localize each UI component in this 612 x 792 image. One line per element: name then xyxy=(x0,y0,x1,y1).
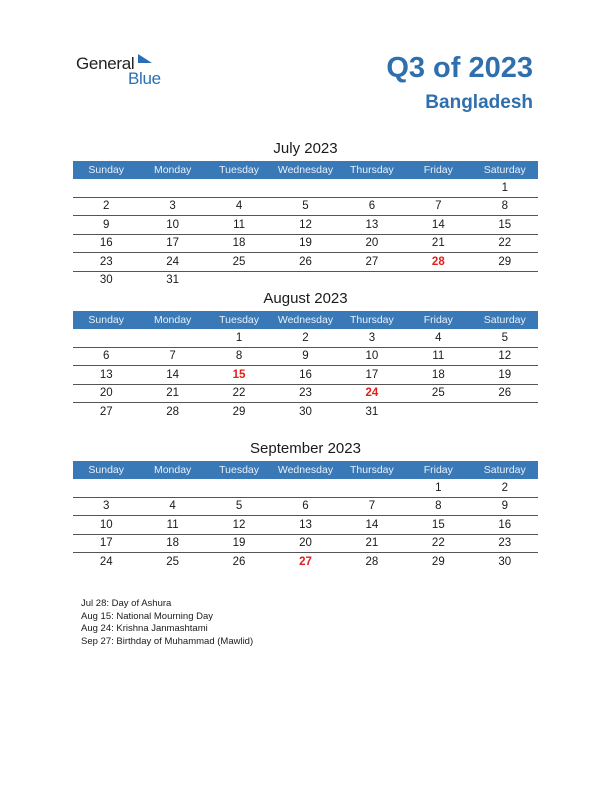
day-cell: 6 xyxy=(73,347,139,366)
week-row xyxy=(73,553,538,571)
day-cell: 29 xyxy=(232,405,246,418)
week-row xyxy=(73,179,538,197)
day-cell: 10 xyxy=(139,216,205,235)
holiday-note: Sep 27: Birthday of Muhammad (Mawlid) xyxy=(81,635,254,647)
day-cell: 22 xyxy=(206,384,272,403)
day-cell: 14 xyxy=(405,216,471,235)
day-cell: 23 xyxy=(73,253,139,272)
day-cell: 13 xyxy=(272,516,338,535)
day-cell xyxy=(206,479,272,497)
day-cell: 29 xyxy=(472,253,538,272)
day-cell: 19 xyxy=(206,534,272,553)
day-cell: 25 xyxy=(206,253,272,272)
day-cell xyxy=(206,179,272,197)
day-cell: 16 xyxy=(73,234,139,253)
day-cell: 2 xyxy=(272,329,338,347)
day-cell: 16 xyxy=(472,516,538,535)
day-cell: 15 xyxy=(206,366,272,385)
day-cell: 6 xyxy=(339,197,405,216)
month-title: July 2023 xyxy=(273,140,338,157)
weekday-header: Monday xyxy=(139,311,205,329)
weekday-header: Wednesday xyxy=(272,311,338,329)
holiday-notes xyxy=(81,598,253,648)
week-row xyxy=(73,347,538,366)
weekday-header: Tuesday xyxy=(206,311,272,329)
day-cell: 27 xyxy=(99,405,113,418)
day-cell: 28 xyxy=(166,405,180,418)
week-row xyxy=(73,403,538,421)
weekday-header: Friday xyxy=(405,311,471,329)
day-cell: 22 xyxy=(405,534,471,553)
weekday-header: Saturday xyxy=(472,161,538,179)
day-cell: 20 xyxy=(73,384,139,403)
page-title: Q3 of 2023 xyxy=(386,52,533,84)
day-cell: 29 xyxy=(431,555,445,568)
weekday-header: Friday xyxy=(405,161,471,179)
month-calendar xyxy=(73,287,538,421)
day-cell: 9 xyxy=(272,347,338,366)
day-cell: 19 xyxy=(472,366,538,385)
holiday-note: Aug 15: National Mourning Day xyxy=(81,610,214,622)
logo-flag-icon xyxy=(138,54,152,63)
day-cell: 12 xyxy=(472,347,538,366)
day-cell: 22 xyxy=(472,234,538,253)
month-calendar xyxy=(73,137,538,289)
day-cell: 25 xyxy=(166,555,180,568)
day-cell: 15 xyxy=(405,516,471,535)
day-cell: 21 xyxy=(405,234,471,253)
country-name: Bangladesh xyxy=(425,92,533,113)
day-cell: 24 xyxy=(99,555,113,568)
day-cell: 26 xyxy=(232,555,246,568)
weekday-header: Friday xyxy=(405,461,471,479)
day-cell: 23 xyxy=(272,384,338,403)
day-cell: 8 xyxy=(472,197,538,216)
day-cell: 23 xyxy=(472,534,538,553)
day-cell: 24 xyxy=(139,253,205,272)
day-cell xyxy=(73,479,139,497)
weekday-header: Monday xyxy=(139,461,205,479)
day-cell: 11 xyxy=(405,347,471,366)
day-cell: 30 xyxy=(299,405,312,418)
weekday-header: Sunday xyxy=(73,161,139,179)
day-cell xyxy=(339,179,405,197)
day-cell xyxy=(405,403,471,421)
day-cell: 18 xyxy=(206,234,272,253)
week-row xyxy=(73,479,538,497)
day-cell: 11 xyxy=(206,216,272,235)
day-cell: 27 xyxy=(299,555,312,568)
day-cell: 4 xyxy=(206,197,272,216)
day-cell: 3 xyxy=(139,197,205,216)
day-cell: 4 xyxy=(405,329,471,347)
day-cell: 16 xyxy=(272,366,338,385)
day-cell: 12 xyxy=(272,216,338,235)
day-cell xyxy=(405,179,471,197)
weekday-header: Sunday xyxy=(73,461,139,479)
day-cell: 1 xyxy=(206,329,272,347)
logo-text-general: General xyxy=(76,54,135,73)
day-cell: 19 xyxy=(272,234,338,253)
day-cell: 2 xyxy=(73,197,139,216)
week-row xyxy=(73,366,538,385)
day-cell: 20 xyxy=(339,234,405,253)
day-cell: 5 xyxy=(206,497,272,516)
day-cell: 5 xyxy=(472,329,538,347)
month-grid xyxy=(73,311,538,421)
day-cell: 2 xyxy=(472,479,538,497)
month-title: August 2023 xyxy=(263,290,348,307)
day-cell: 10 xyxy=(339,347,405,366)
weekday-header: Saturday xyxy=(472,461,538,479)
day-cell: 28 xyxy=(365,555,379,568)
day-cell: 8 xyxy=(206,347,272,366)
day-cell: 17 xyxy=(339,366,405,385)
day-cell: 14 xyxy=(339,516,405,535)
weekday-header: Thursday xyxy=(339,161,405,179)
week-row xyxy=(73,197,538,216)
day-cell: 15 xyxy=(472,216,538,235)
day-cell: 26 xyxy=(472,384,538,403)
weekday-header: Thursday xyxy=(339,461,405,479)
day-cell: 18 xyxy=(139,534,205,553)
day-cell: 8 xyxy=(405,497,471,516)
day-cell: 17 xyxy=(73,534,139,553)
day-cell: 4 xyxy=(139,497,205,516)
day-cell: 17 xyxy=(139,234,205,253)
day-cell: 31 xyxy=(166,274,180,287)
week-row xyxy=(73,497,538,516)
day-cell: 13 xyxy=(73,366,139,385)
day-cell: 20 xyxy=(272,534,338,553)
weekday-header: Monday xyxy=(139,161,205,179)
weekday-header: Sunday xyxy=(73,311,139,329)
day-cell xyxy=(73,179,139,197)
week-row xyxy=(73,216,538,235)
day-cell: 11 xyxy=(139,516,205,535)
logo-text-blue: Blue xyxy=(128,69,161,88)
day-cell: 9 xyxy=(472,497,538,516)
day-cell: 3 xyxy=(73,497,139,516)
day-cell: 21 xyxy=(339,534,405,553)
day-cell xyxy=(139,179,205,197)
week-row xyxy=(73,534,538,553)
weekday-header: Wednesday xyxy=(272,461,338,479)
day-cell: 28 xyxy=(405,253,471,272)
day-cell: 7 xyxy=(405,197,471,216)
day-cell xyxy=(139,329,205,347)
weekday-header: Tuesday xyxy=(206,161,272,179)
day-cell: 27 xyxy=(339,253,405,272)
day-cell: 5 xyxy=(272,197,338,216)
week-row xyxy=(73,234,538,253)
day-cell: 13 xyxy=(339,216,405,235)
week-row xyxy=(73,329,538,347)
month-title: September 2023 xyxy=(250,440,361,457)
day-cell xyxy=(339,479,405,497)
day-cell: 25 xyxy=(405,384,471,403)
day-cell: 14 xyxy=(139,366,205,385)
day-cell: 30 xyxy=(498,555,512,568)
day-cell: 1 xyxy=(405,479,471,497)
day-cell: 12 xyxy=(206,516,272,535)
week-row xyxy=(73,384,538,403)
day-cell xyxy=(139,479,205,497)
month-grid xyxy=(73,461,538,571)
month-calendar xyxy=(73,437,538,571)
day-cell xyxy=(272,179,338,197)
day-cell xyxy=(272,479,338,497)
day-cell: 31 xyxy=(365,405,379,418)
weekday-header: Thursday xyxy=(339,311,405,329)
day-cell: 30 xyxy=(99,274,113,287)
week-row xyxy=(73,253,538,272)
day-cell: 10 xyxy=(73,516,139,535)
week-row xyxy=(73,516,538,535)
day-cell: 9 xyxy=(73,216,139,235)
day-cell: 21 xyxy=(139,384,205,403)
day-cell: 26 xyxy=(272,253,338,272)
day-cell: 7 xyxy=(139,347,205,366)
weekday-header: Wednesday xyxy=(272,161,338,179)
day-cell: 1 xyxy=(472,179,538,197)
day-cell: 7 xyxy=(339,497,405,516)
generalblue-logo xyxy=(76,54,176,88)
month-grid xyxy=(73,161,538,289)
day-cell: 6 xyxy=(272,497,338,516)
weekday-header: Saturday xyxy=(472,311,538,329)
day-cell: 18 xyxy=(405,366,471,385)
day-cell xyxy=(73,329,139,347)
day-cell: 24 xyxy=(339,384,405,403)
day-cell xyxy=(472,403,538,421)
holiday-note: Aug 24: Krishna Janmashtami xyxy=(81,623,208,634)
holiday-note: Jul 28: Day of Ashura xyxy=(81,598,172,609)
weekday-header: Tuesday xyxy=(206,461,272,479)
day-cell: 3 xyxy=(339,329,405,347)
